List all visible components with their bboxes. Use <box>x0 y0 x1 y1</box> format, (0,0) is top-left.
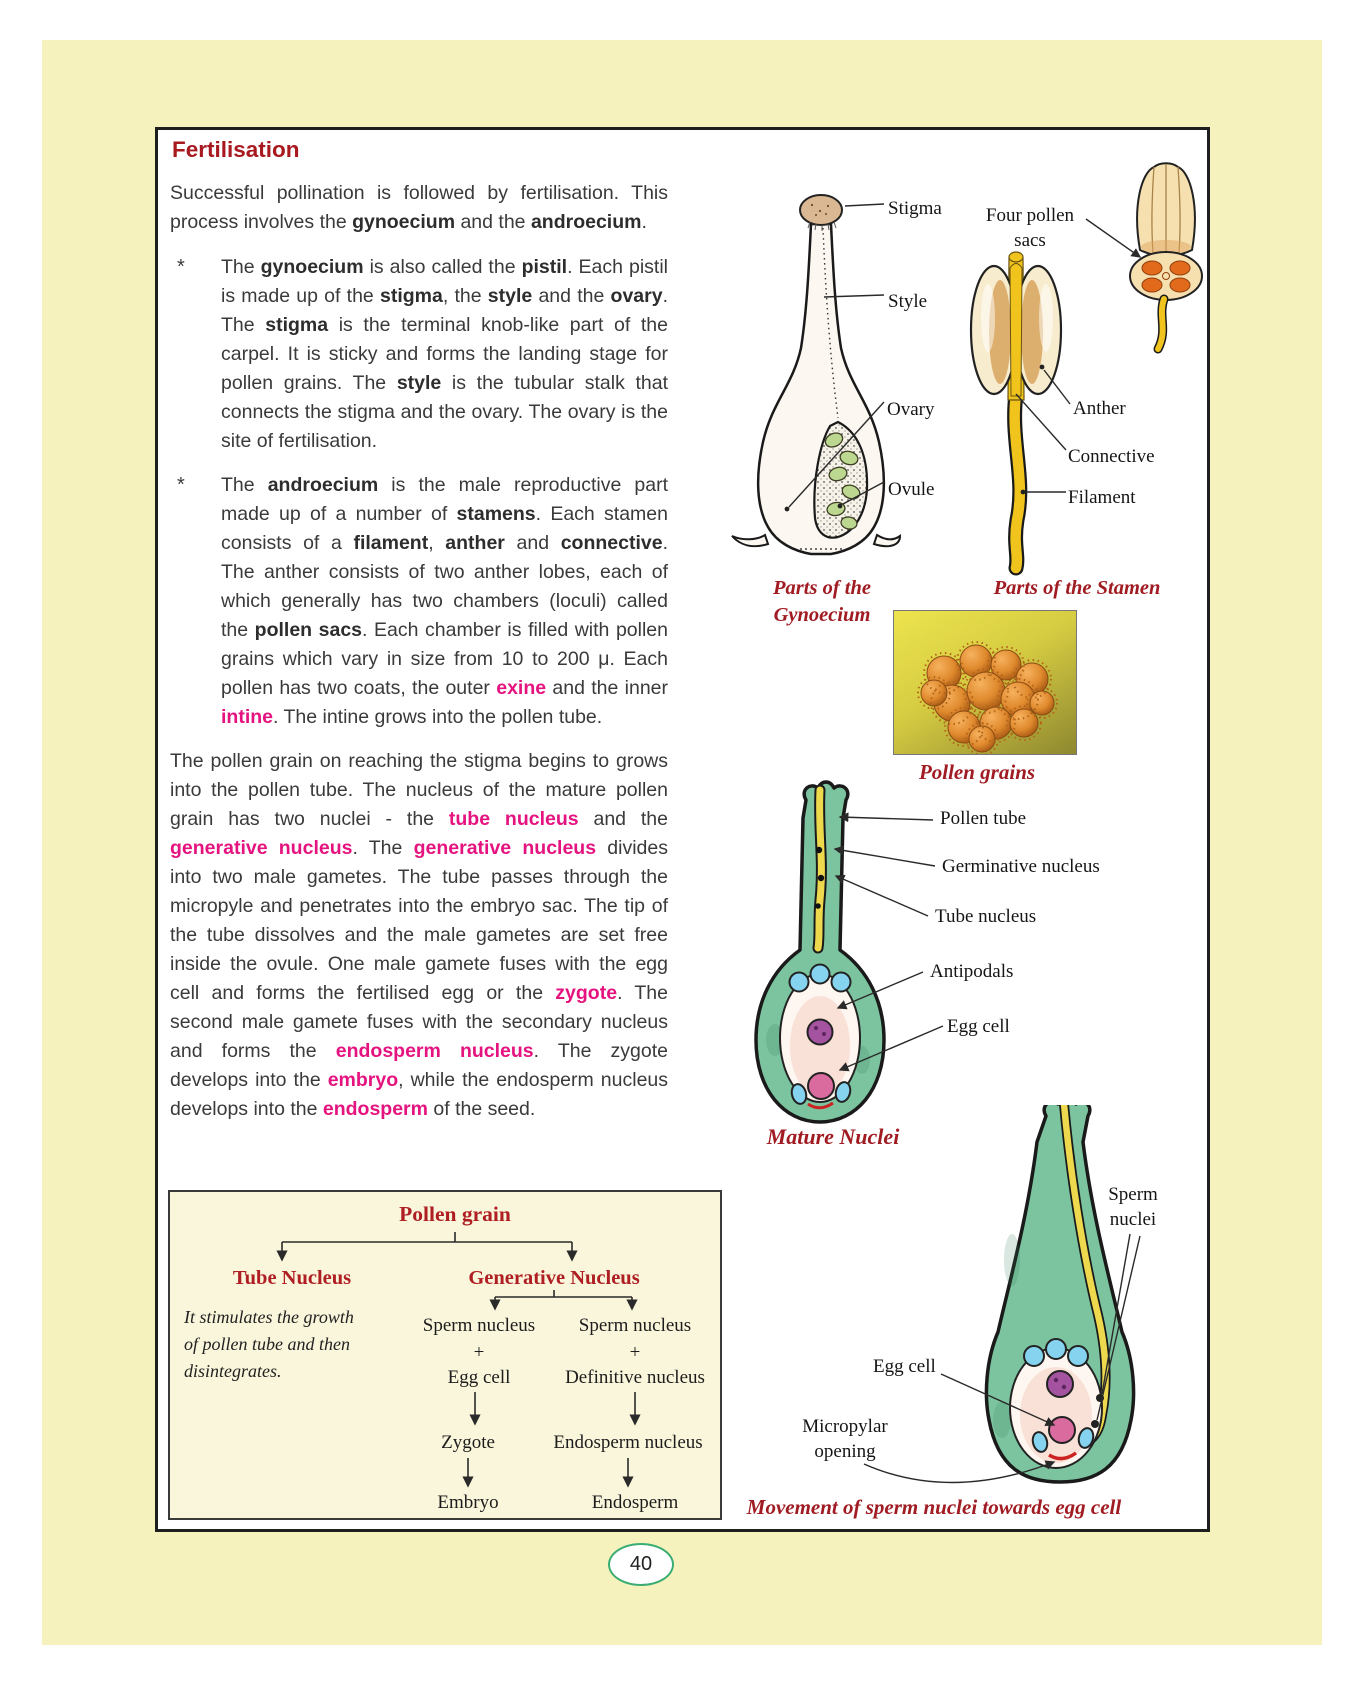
bullet-androecium-text: The androecium is the male reproductive part made up of a number of stamens. Each stamen consists of a filament, anther and connective. The anther consists of two anther lobes, each of which generally has two chambers (loculi) called the pollen sacs. Each chamber is filled with pollen grains which vary in size from 10 to 200 μ. Each pollen has two coats, the outer exine and the inner intine. The intine grows into the pollen tube. <box>221 474 668 728</box>
tube-nucleus-note <box>184 1304 382 1385</box>
label-anther: Anther <box>1073 398 1126 419</box>
plus-sign-2: + <box>629 1342 641 1363</box>
node-tube-nucleus: Tube Nucleus <box>232 1267 352 1289</box>
label-micropylar-line2: opening <box>814 1441 876 1462</box>
label-four-pollen-line1: Four pollen <box>985 205 1075 226</box>
stigma-knob <box>800 195 842 225</box>
label-antipodals: Antipodals <box>930 961 1014 982</box>
note-line-3: disintegrates. <box>184 1361 282 1381</box>
note-line-1: It stimulates the growth <box>184 1307 354 1327</box>
gynoecium-diagram <box>730 180 902 580</box>
paragraph-intro: Successful pollination is followed by fertilisation. This process involves the gynoecium and the androecium. <box>170 182 668 233</box>
section-heading: Fertilisation <box>172 137 300 162</box>
pollen-grain-flowchart <box>168 1190 722 1520</box>
label-four-pollen-line2: sacs <box>1014 230 1046 251</box>
label-egg-cell-mature: Egg cell <box>947 1016 1010 1037</box>
label-micropylar-opening <box>790 1414 900 1464</box>
label-sperm-nuclei <box>1101 1182 1165 1232</box>
secondary-nucleus <box>808 1020 833 1045</box>
label-four-pollen-sacs <box>975 203 1085 253</box>
pollen-grains-art <box>894 611 1076 754</box>
label-tube-nucleus: Tube nucleus <box>935 906 1037 927</box>
label-germinative-nucleus: Germinative nucleus <box>942 856 1100 877</box>
node-definitive-nucleus: Definitive nucleus <box>565 1367 705 1388</box>
node-embryo: Embryo <box>437 1492 499 1513</box>
label-sperm-line1: Sperm <box>1108 1184 1158 1205</box>
note-line-2: of pollen tube and then <box>184 1334 350 1354</box>
node-sperm-nucleus-1: Sperm nucleus <box>422 1315 536 1336</box>
flowchart-title: Pollen grain <box>399 1202 511 1226</box>
label-filament: Filament <box>1068 487 1136 508</box>
label-micropylar-line1: Micropylar <box>802 1416 888 1437</box>
content-frame <box>155 127 1210 1532</box>
label-ovule: Ovule <box>888 479 935 500</box>
node-sperm-nucleus-2: Sperm nucleus <box>578 1315 692 1336</box>
label-stigma: Stigma <box>888 198 942 219</box>
node-generative-nucleus: Generative Nucleus <box>468 1267 640 1289</box>
node-endosperm-nucleus: Endosperm nucleus <box>553 1432 703 1453</box>
node-zygote: Zygote <box>441 1432 495 1453</box>
pollen-tube-shape <box>818 790 821 948</box>
pollen-grains-photo <box>893 610 1077 755</box>
bullet-marker: * <box>177 474 185 496</box>
label-pollen-tube: Pollen tube <box>940 808 1027 829</box>
pistil-base-right <box>874 535 900 546</box>
caption-gynoecium-line2: Gynoecium <box>773 604 871 626</box>
node-endosperm: Endosperm <box>591 1492 679 1513</box>
label-ovary: Ovary <box>887 399 935 420</box>
page-number-badge <box>608 1543 674 1586</box>
caption-gynoecium <box>742 575 902 629</box>
node-egg-cell: Egg cell <box>447 1367 511 1388</box>
secondary-nucleus-2 <box>1047 1371 1073 1397</box>
bullet-marker: * <box>177 256 185 278</box>
mature-nuclei-diagram <box>750 780 950 1130</box>
caption-gynoecium-line1: Parts of the <box>773 577 871 599</box>
caption-stamen: Parts of the Stamen <box>993 577 1161 599</box>
egg-cell-shape-2 <box>1049 1417 1075 1443</box>
caption-mature-nuclei: Mature Nuclei <box>766 1124 900 1149</box>
caption-pollen-grains: Pollen grains <box>918 760 1036 784</box>
bullet-gynoecium <box>170 253 668 456</box>
pistil-base-left <box>732 535 768 546</box>
four-pollen-sacs-illustration <box>1130 163 1202 349</box>
bullet-androecium <box>170 471 668 732</box>
egg-cell-shape <box>808 1073 834 1099</box>
paragraph-pollen-tube: The pollen grain on reaching the stigma begins to grows into the pollen tube. The nucleus of the mature pollen grain has two nuclei - the tube nucleus and the generative nucleus. The generative nucleus divides into two male gametes. The tube passes through the micropyle and penetrates into the embryo sac. The tip of the tube dissolves and the male gametes are set free inside the ovule. One male gamete fuses with the egg cell and forms the fertilised egg or the zygote. The second male gamete fuses with the secondary nucleus and forms the endosperm nucleus. The zygote develops into the embryo, while the endosperm nucleus develops into the endosperm of the seed. <box>170 750 669 1120</box>
label-sperm-line2: nuclei <box>1109 1209 1157 1230</box>
bullet-gynoecium-text: The gynoecium is also called the pistil. Each pistil is made up of the stigma, the style and the ovary. The stigma is the terminal knob-like part of the carpel. It is sticky and forms the landing stage for pollen grains. The style is the tubular stalk that connects the stigma and the ovary. The ovary is the site of fertilisation. <box>221 256 668 452</box>
page-number: 40 <box>629 1553 653 1575</box>
text-column <box>170 132 668 1140</box>
label-connective: Connective <box>1068 446 1155 467</box>
label-style: Style <box>888 291 928 312</box>
label-egg-cell-movement: Egg cell <box>873 1356 936 1377</box>
caption-movement: Movement of sperm nuclei towards egg cell <box>746 1495 1122 1519</box>
plus-sign-1: + <box>473 1342 485 1363</box>
